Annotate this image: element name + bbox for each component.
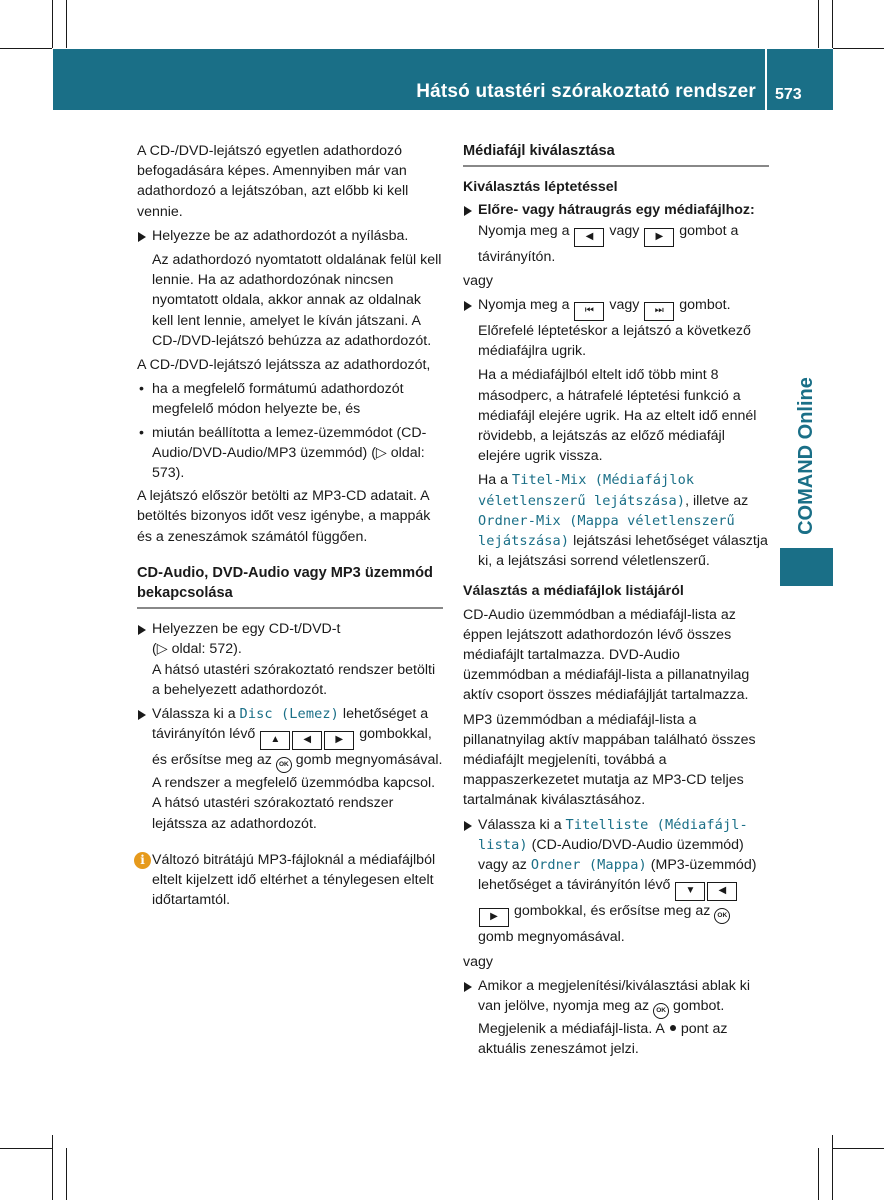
menu-item-title-mix: Titel-Mix (Médiafájlok véletlenszerű lejátszása) [478,472,695,509]
menu-item-folder: Ordner (Mappa) [530,857,647,874]
ok-button-icon: OK [276,757,292,773]
down-key-icon: ▼ [675,882,705,901]
crop-mark [66,0,67,48]
crop-mark [818,1148,819,1200]
or-separator: vagy [463,272,493,289]
crop-mark [66,1148,67,1200]
intro-paragraph: A CD-/DVD-lejátszó egyetlen adathordozó befogadására képes. Amennyiben már van adathordozó a lejátszóban, azt előbb ki kell vennie. [137,143,409,220]
section-title-media-select: Médiafájl kiválasztása [463,141,769,167]
step-insert: Helyezze be az adathordozót a nyílásba. [137,226,443,246]
next-track-key-icon: ⏭ [644,302,674,321]
left-key-icon: ◀ [574,228,604,247]
page-number: 573 [775,86,802,103]
step-select-disc: Válassza ki a Disc (Lemez) lehetőséget a távirányítón lévő ▲ ◀ ▶ gombokkal, és erősítse meg az OK gomb megnyomásával. A rendszer a megfelelő üzemmódba kapcsol. A hátsó utastéri szórakoztató rendszer lejátssza az adathordozót. [137,704,443,834]
ok-button-icon: OK [714,908,730,924]
step-skip-buttons: Nyomja meg a ⏮ vagy ⏭ gombot. Előrefelé léptetéskor a lejátszó a következő médiafájlra ugrik. [463,295,769,361]
info-icon: i [134,852,151,869]
step-open-list: Amikor a megjelenítési/kiválasztási ablak ki van jelölve, nyomja meg az OK gombot. Megjelenik a médiafájl-lista. A pont az aktuális zeneszámot jelzi. [463,976,769,1060]
crop-mark [833,48,884,49]
subheading-list-select: Választás a médiafájlok listájáról [463,583,684,600]
bullet-item: • ha a megfelelő formátumú adathordozót megfelelő módon helyezte be, és [137,379,443,419]
shuffle-note: Ha a Titel-Mix (Médiafájlok véletlenszerű lejátszása), illetve az Ordner-Mix (Mappa véletlenszerű lejátszása) lejátszási lehetőséget választja ki, a lejátszási sorrend véletlenszerű. [478,472,768,570]
section-title-disc-mode: CD-Audio, DVD-Audio vagy MP3 üzemmód bekapcsolása [137,563,443,609]
right-key-icon: ▶ [644,228,674,247]
crop-mark [52,1135,53,1200]
menu-item-title-list: Titelliste (Médiafájl-lista) [478,816,748,853]
crop-mark [832,1135,833,1200]
left-column [137,141,443,911]
info-note: i Változó bitrátájú MP3-fájloknál a médiafájlból eltelt kijelzett idő eltérhet a ténylegesen eltelt időtartamtól. [137,850,443,911]
current-track-dot-icon [670,1025,676,1031]
subheading-step-select: Kiválasztás léptetéssel [463,179,618,196]
crop-mark [833,1148,884,1149]
mp3-note: A lejátszó először betölti az MP3-CD adatait. A betöltés bizonyos időt vesz igénybe, a mappák és a zeneszámok számától függően. [137,488,431,545]
right-column [463,141,769,1063]
right-key-icon: ▶ [479,908,509,927]
crop-mark [52,0,53,48]
plays-intro: A CD-/DVD-lejátszó lejátssza az adathordozót, [137,357,431,374]
crop-mark [818,0,819,48]
page-header-title: Hátsó utastéri szórakoztató rendszer [416,81,756,102]
right-key-icon: ▶ [324,731,354,750]
crop-mark [0,48,52,49]
left-key-icon: ◀ [292,731,322,750]
step-insert-note: Az adathordozó nyomtatott oldalának felül kell lennie. Ha az adathordozónak nincsen nyomtatott oldala, akkor annak az oldalnak kell lent lennie, amelyet le kíván játszani. A CD-/DVD-lejátszó behúzza az adathordozót. [152,252,442,349]
menu-item-folder-mix: Ordner-Mix (Mappa véletlenszerű lejátszása) [478,512,735,550]
crop-mark [0,1148,52,1149]
menu-item-disc: Disc (Lemez) [239,706,339,723]
crop-mark [832,0,833,48]
ok-button-icon: OK [653,1003,669,1019]
step-select-list: Válassza ki a Titelliste (Médiafájl-lista) (CD-Audio/DVD-Audio üzemmód) vagy az Ordner (Mappa) (MP3-üzemmód) lehetőséget a távirányítón lévő ▼ ◀▶ gombokkal, és erősítse meg az OK gomb megnyomásával. [463,815,769,948]
or-separator: vagy [463,953,493,970]
previous-track-key-icon: ⏮ [574,302,604,321]
step-skip: Előre- vagy hátraugrás egy médiafájlhoz: Nyomja meg a ◀ vagy ▶ gombot a távirányítón. [463,200,769,266]
side-tab-marker [780,548,833,586]
bullet-item: • miután beállította a lemez-üzemmódot (CD-Audio/DVD-Audio/MP3 üzemmód) (▷ oldal: 573). [137,423,443,484]
step-insert-cd: Helyezzen be egy CD-t/DVD-t (▷ oldal: 572). A hátsó utastéri szórakoztató rendszer betölti a behelyezett adathordozót. [137,619,443,700]
list-paragraph-2: MP3 üzemmódban a médiafájl-lista a pillanatnyilag aktív mappában található összes médiafájlt megjeleníti, továbbá a mappaszerkezetet mutatja az MP3-CD teljes tartalmának kiválasztásához. [463,711,756,809]
list-paragraph-1: CD-Audio üzemmódban a médiafájl-lista az éppen lejátszott adathordozón lévő összes médiafájlt tartalmazza. DVD-Audio üzemmódban a médiafájl-lista a pillanatnyilag aktív csoport összes médiafájlját tartalmazza. [463,606,750,704]
side-tab-label: COMAND Online [794,377,817,535]
header-divider [765,49,767,110]
up-key-icon: ▲ [260,731,290,750]
skip-note: Ha a médiafájlból eltelt idő több mint 8 másodperc, a hátrafelé léptetési funkció a médiafájl elejére ugrik. Ha az eltelt idő ennél rövidebb, a lejátszás az előző médiafájl elejére ugrik vissza. [478,367,757,465]
left-key-icon: ◀ [707,882,737,901]
